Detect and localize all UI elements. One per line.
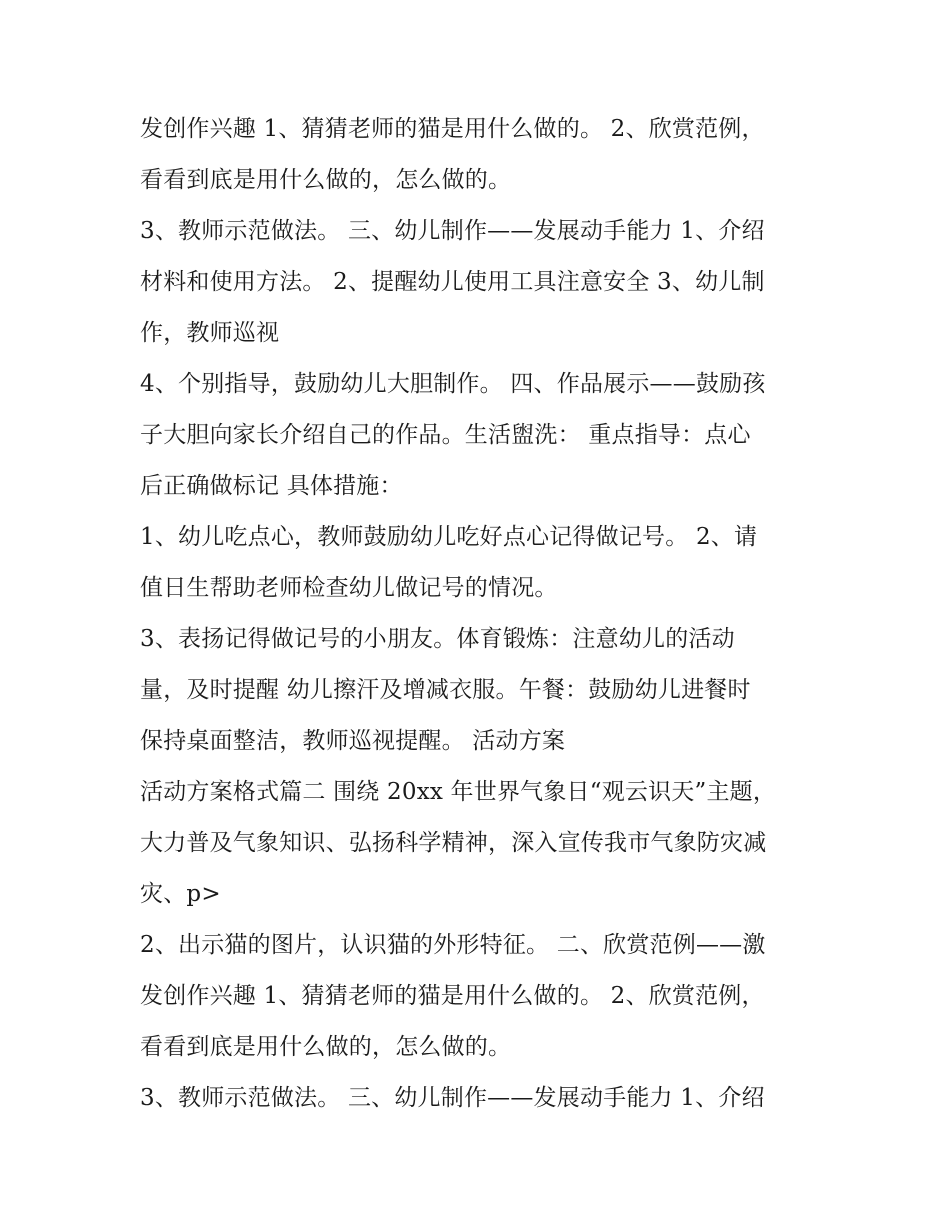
text-line: 3、教师示范做法。 三、幼儿制作——发展动手能力 1、介绍 bbox=[140, 218, 765, 244]
text-line: 看看到底是用什么做的，怎么做的。 bbox=[140, 1034, 512, 1060]
text-line: 发创作兴趣 1、猜猜老师的猫是用什么做的。 2、欣赏范例， bbox=[140, 116, 765, 142]
text-line: 4、个别指导，鼓励幼儿大胆制作。 四、作品展示——鼓励孩 bbox=[140, 371, 766, 397]
text-line: 活动方案格式篇二 围绕 20xx 年世界气象日“观云识天”主题， bbox=[140, 779, 777, 805]
text-line: 大力普及气象知识、弘扬科学精神，深入宣传我市气象防灾减 bbox=[140, 830, 767, 856]
text-line: 3、表扬记得做记号的小朋友。体育锻炼：注意幼儿的活动 bbox=[140, 626, 735, 652]
text-line: 2、出示猫的图片，认识猫的外形特征。 二、欣赏范例——激 bbox=[140, 932, 766, 958]
text-line: 1、幼儿吃点心，教师鼓励幼儿吃好点心记得做记号。 2、请 bbox=[140, 524, 758, 550]
text-line: 值日生帮助老师检查幼儿做记号的情况。 bbox=[140, 575, 558, 601]
text-line: 保持桌面整洁，教师巡视提醒。 活动方案 bbox=[140, 728, 566, 754]
text-line: 作，教师巡视 bbox=[140, 320, 280, 346]
text-line: 后正确做标记 具体措施： bbox=[140, 473, 403, 499]
text-line: 灾、p> bbox=[140, 881, 221, 907]
text-line: 量，及时提醒 幼儿擦汗及增减衣服。午餐：鼓励幼儿进餐时 bbox=[140, 677, 751, 703]
text-line: 子大胆向家长介绍自己的作品。生活盥洗： 重点指导：点心 bbox=[140, 422, 751, 448]
text-line: 3、教师示范做法。 三、幼儿制作——发展动手能力 1、介绍 bbox=[140, 1085, 765, 1111]
text-line: 发创作兴趣 1、猜猜老师的猫是用什么做的。 2、欣赏范例， bbox=[140, 983, 765, 1009]
text-line: 材料和使用方法。 2、提醒幼儿使用工具注意安全 3、幼儿制 bbox=[140, 269, 765, 295]
text-line: 看看到底是用什么做的，怎么做的。 bbox=[140, 167, 512, 193]
